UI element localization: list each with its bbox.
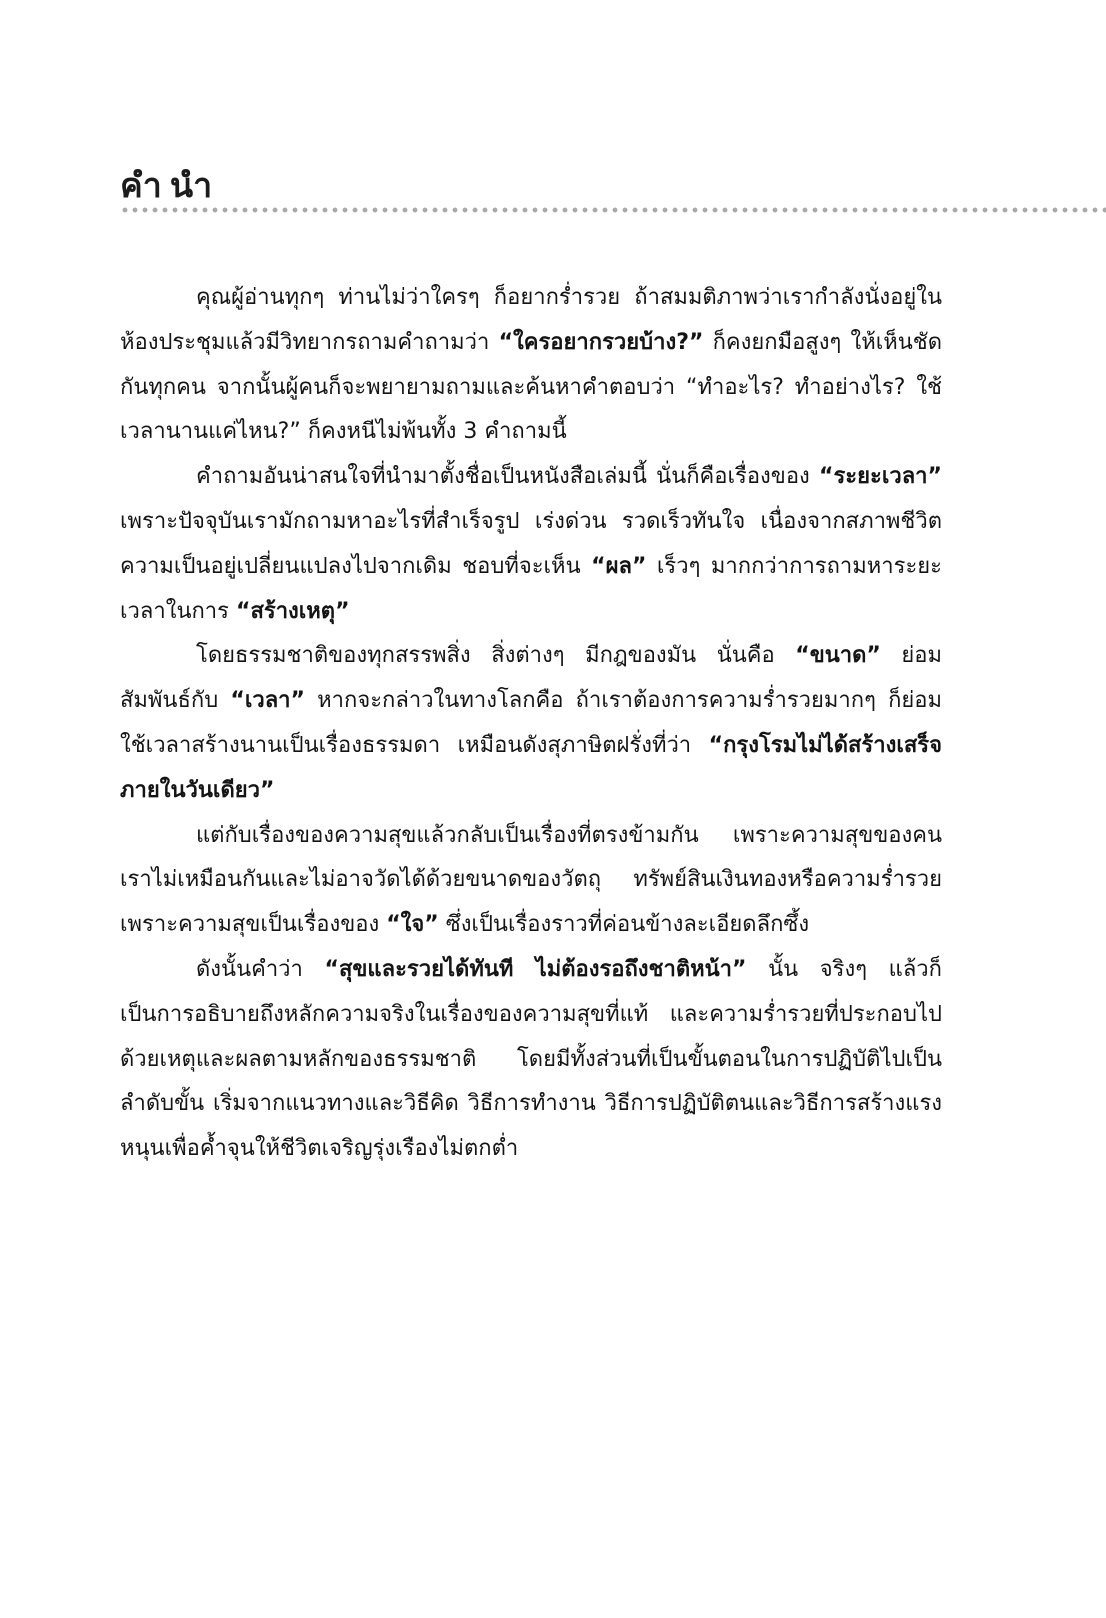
bold-phrase: “สุขและรวยได้ทันที ไม่ต้องรอถึงชาติหน้า” [324,956,747,982]
text-segment: นั้น จริงๆ แล้วก็เป็นการอธิบายถึงหลักความจริงในเรื่องของความสุขที่แท้ และความร่ำรวยที่ประกอบไปด้วยเหตุและผลตามหลักของธรรมชาติ โดยมีทั้งส่วนที่เป็นขั้นตอนในการปฏิบัติไปเป็นลำดับขั้น เริ่มจากแนวทางและวิธีคิด วิธีการทำงาน วิธีการปฏิบัติตนและวิธีการสร้างแรงหนุนเพื่อค้ำจุนให้ชีวิตเจริญรุ่งเรืองไม่ตกต่ำ [120,956,942,1162]
bold-phrase: “สร้างเหตุ” [235,598,350,624]
paragraph-4 [120,814,942,948]
bold-phrase: “ใจ” [386,912,439,938]
text-segment: แต่กับเรื่องของความสุขแล้วกลับเป็นเรื่องที่ตรงข้ามกัน เพราะความสุขของคนเราไม่เหมือนกันและไม่อาจวัดได้ด้วยขนาดของวัตถุ ทรัพย์สินเงินทองหรือความร่ำรวย เพราะความสุขเป็นเรื่องของ [120,822,942,938]
paragraph-2 [120,455,942,634]
bold-phrase: “ผล” [591,553,647,579]
text-segment: คำถามอันน่าสนใจที่นำมาตั้งชื่อเป็นหนังสือเล่มนี้ นั่นก็คือเรื่องของ [196,464,820,490]
text-segment: เร็วๆ มากกว่าการถามหาระยะเวลาในการ [120,553,942,624]
bold-phrase: “ใครอยากรวยบ้าง?” [498,329,704,355]
body-text [120,276,942,1172]
paragraph-5 [120,948,942,1172]
text-segment: คุณผู้อ่านทุกๆ ท่านไม่ว่าใครๆ ก็อยากร่ำรวย ถ้าสมมติภาพว่าเรากำลังนั่งอยู่ในห้องประชุมแล้วมีวิทยากรถามคำถามว่า [120,285,942,355]
page-heading: คำนำ [120,166,221,206]
paragraph-3 [120,634,942,813]
bold-phrase: “ขนาด” [795,643,881,669]
bold-phrase: “เวลา” [230,688,305,714]
text-segment: ก็คงยกมือสูงๆ ให้เห็นชัดกันทุกคน จากนั้นผู้คนก็จะพยายามถามและค้นหาคำตอบว่า “ทำอะไร? ทำอย่างไร? ใช้เวลานานแค่ไหน?” ก็คงหนีไม่พ้นทั้ง 3 คำถามนี้ [120,329,942,445]
paragraph-1 [120,276,942,455]
bold-phrase: “กรุงโรมไม่ได้สร้างเสร็จภายในวันเดียว” [120,732,942,803]
text-segment: ย่อมสัมพันธ์กับ [120,643,942,714]
dotted-divider [120,206,1106,214]
text-segment: โดยธรรมชาติของทุกสรรพสิ่ง สิ่งต่างๆ มีกฎของมัน นั่นคือ [196,643,796,669]
text-segment: หากจะกล่าวในทางโลกคือ ถ้าเราต้องการความร่ำรวยมากๆ ก็ย่อมใช้เวลาสร้างนานเป็นเรื่องธรรมดา เหมือนดังสุภาษิตฝรั่งที่ว่า [120,688,942,758]
text-segment: ดังนั้นคำว่า [196,956,325,982]
text-segment: เพราะปัจจุบันเรามักถามหาอะไรที่สำเร็จรูป เร่งด่วน รวดเร็วทันใจ เนื่องจากสภาพชีวิตความเป็นอยู่เปลี่ยนแปลงไปจากเดิม ชอบที่จะเห็น [120,508,942,579]
bold-phrase: “ระยะเวลา” [819,464,942,490]
text-segment: ซึ่งเป็นเรื่องราวที่ค่อนข้างละเอียดลึกซึ้ง [438,912,810,938]
